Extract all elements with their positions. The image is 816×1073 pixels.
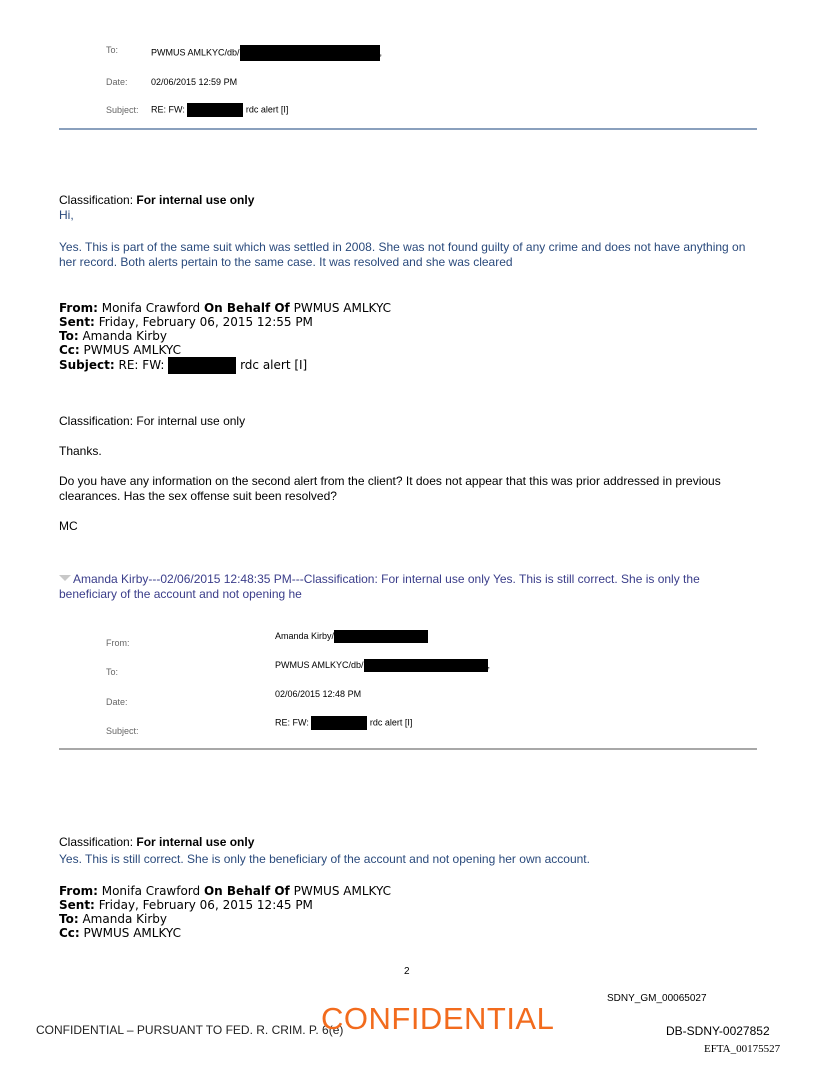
page-number: 2 — [404, 966, 410, 977]
classification-line: Classification: For internal use only — [59, 193, 255, 207]
efta-number: EFTA_00175527 — [704, 1043, 781, 1055]
header-divider — [59, 748, 757, 750]
bates-db: DB-SDNY-0027852 — [666, 1024, 770, 1038]
subject-label: Subject: — [106, 105, 139, 115]
subject-value: RE: FW: rdc alert [I] — [151, 103, 288, 117]
from-line: From: Monifa Crawford On Behalf Of PWMUS AMLKYC — [59, 884, 392, 898]
message-body: Yes. This is still correct. She is only the beneficiary of the account and not opening her own account. — [59, 852, 590, 866]
signature: MC — [59, 519, 78, 533]
subject-line: Subject: RE: FW: rdc alert [I] — [59, 358, 308, 372]
from-value: Amanda Kirby/ — [275, 630, 428, 643]
from-label: From: — [106, 638, 130, 648]
cc-line: Cc: PWMUS AMLKYC — [59, 926, 181, 940]
date-label: Date: — [106, 77, 128, 87]
email-meta-1 — [59, 301, 391, 374]
date-label: Date: — [106, 697, 128, 707]
redaction-box — [311, 716, 367, 730]
sent-line: Sent: Friday, February 06, 2015 12:45 PM — [59, 898, 313, 912]
from-line: From: Monifa Crawford On Behalf Of PWMUS AMLKYC — [59, 301, 392, 315]
message-body: Do you have any information on the second alert from the client? It does not appear that this was prior addressed in previous clearances. Has the sex offense suit been resolved? — [59, 474, 721, 503]
to-value: PWMUS AMLKYC/db/ , — [151, 45, 382, 61]
date-value: 02/06/2015 12:48 PM — [275, 689, 362, 699]
bates-gm: SDNY_GM_00065027 — [607, 993, 707, 1004]
redaction-box — [187, 103, 243, 117]
date-value: 02/06/2015 12:59 PM — [151, 77, 238, 87]
classification-line: Classification: For internal use only — [59, 414, 246, 428]
to-line: To: Amanda Kirby — [59, 912, 167, 926]
confidential-notice: CONFIDENTIAL – PURSUANT TO FED. R. CRIM. P. 6(e) — [36, 1023, 344, 1037]
thanks-line: Thanks. — [59, 444, 102, 458]
cc-line: Cc: PWMUS AMLKYC — [59, 343, 181, 357]
subject-label: Subject: — [106, 726, 139, 736]
message-body: Yes. This is part of the same suit which was settled in 2008. She was not found guilty of any crime and does not have anything on her record. Both alerts pertain to the same case. It was resolved and she was cleared — [59, 240, 746, 269]
thread-summary[interactable]: Amanda Kirby---02/06/2015 12:48:35 PM---Classification: For internal use only Yes. This is still correct. She is only the beneficiary of the account and not opening he — [59, 572, 700, 601]
redaction-box — [364, 659, 488, 672]
to-label: To: — [106, 667, 119, 677]
to-label: To: — [106, 45, 119, 55]
redaction-box — [240, 45, 380, 61]
collapse-triangle-icon[interactable] — [59, 575, 71, 581]
to-line: To: Amanda Kirby — [59, 329, 167, 343]
subject-value: RE: FW: rdc alert [I] — [275, 716, 412, 730]
redaction-box — [168, 357, 236, 374]
redaction-box — [334, 630, 428, 643]
confidential-stamp: CONFIDENTIAL — [321, 1001, 555, 1036]
classification-line: Classification: For internal use only — [59, 835, 255, 849]
header-divider — [59, 128, 757, 130]
sent-line: Sent: Friday, February 06, 2015 12:55 PM — [59, 315, 313, 329]
greeting: Hi, — [59, 208, 74, 222]
to-value: PWMUS AMLKYC/db/ , — [275, 659, 490, 672]
email-meta-2 — [59, 884, 391, 940]
